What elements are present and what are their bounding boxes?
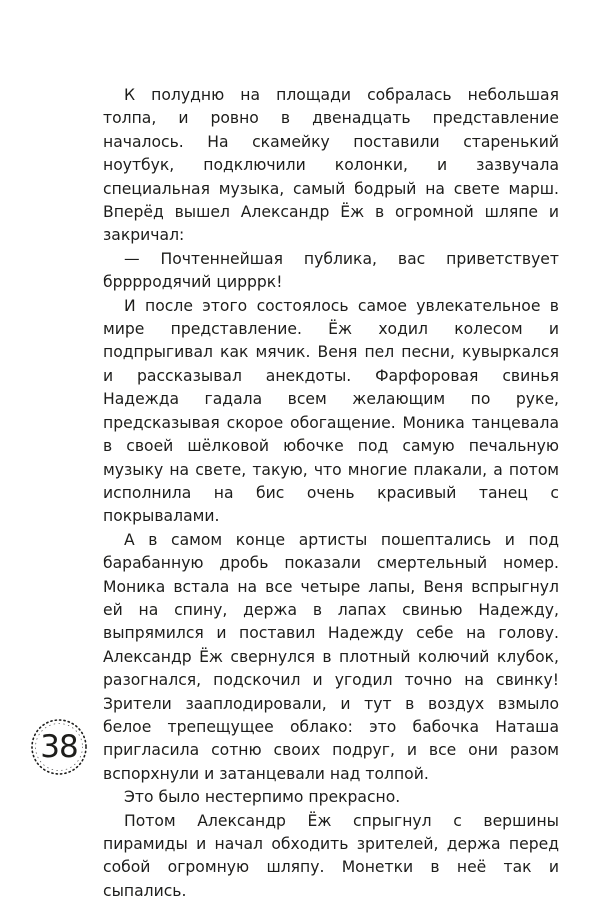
body-text xyxy=(103,84,559,903)
paragraph-1: К полудню на площади собралась небольшая толпа, и ровно в двенадцать представление началось. На скамейку поставили старенький ноутбук, подключили колонки, и зазвучала специальная музыка, самый бодрый на свете марш. Вперёд вышел Александр Ёж в огромной шляпе и закричал: xyxy=(103,86,559,245)
paragraph-3: И после этого состоялось самое увлекательное в мире представление. Ёж ходил колесом и подпрыгивал как мячик. Веня пел песни, кувыркался и рассказывал анекдоты. Фарфоровая свинья Надежда гадала всем желающим по руке, предсказывая скорое обогащение. Моника танцевала в своей шёлковой юбочке под самую печальную музыку на свете, такую, что многие плакали, а потом исполнила на бис очень красивый танец с покрывалами. xyxy=(103,296,559,526)
page-number-badge xyxy=(27,715,91,779)
paragraph-5: Это было нестерпимо прекрасно. xyxy=(124,788,401,807)
paragraph-2: — Почтеннейшая публика, вас приветствует брррродячий цирррк! xyxy=(103,249,559,292)
page-number: 38 xyxy=(40,729,78,765)
paragraph-6: Потом Александр Ёж спрыгнул с вершины пирамиды и начал обходить зрителей, держа перед собой огромную шляпу. Монетки в неё так и сыпались. xyxy=(103,811,559,900)
paragraph-4: А в самом конце артисты пошептались и под барабанную дробь показали смертельный номер. Моника встала на все четыре лапы, Веня вспрыгнул ей на спину, держа в лапах свинью Надежду, выпрямился и поставил Надежду себе на голову. Александр Ёж свернулся в плотный колючий клубок, разогнался, подскочил и угодил точно на свинку! Зрители зааплодировали, и тут в воздух взмыло белое трепещущее облако: это бабочка Наташа пригласила сотню своих подруг, и все они разом вспорхнули и затанцевали над толпой. xyxy=(103,530,559,783)
